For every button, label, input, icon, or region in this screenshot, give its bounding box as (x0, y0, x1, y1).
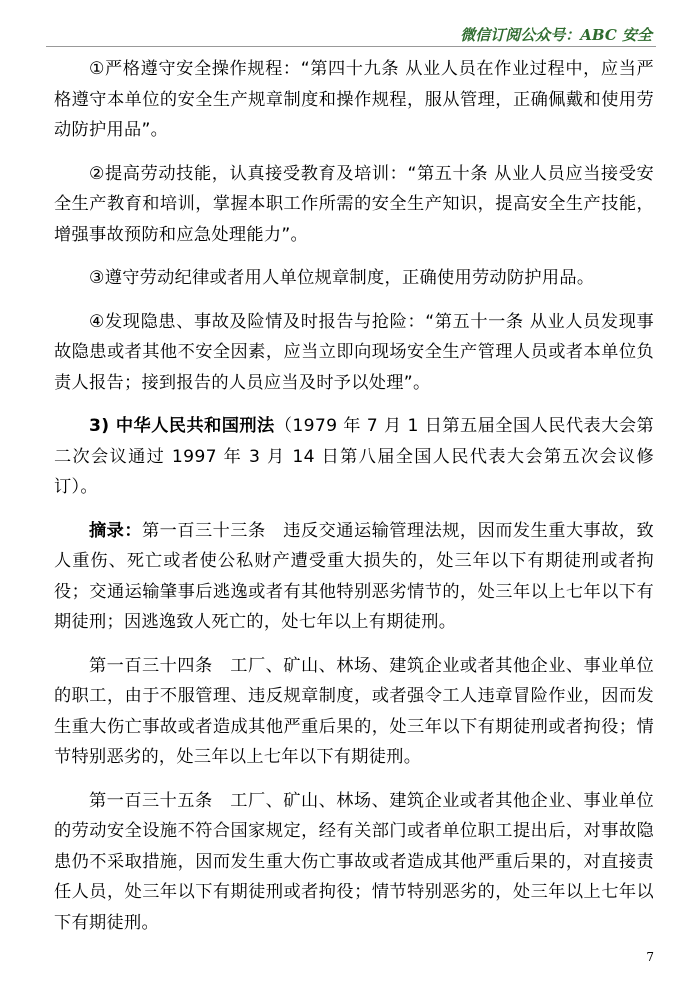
paragraph-criminal-law-heading (54, 411, 654, 503)
article-133-text: 第一百三十三条 违反交通运输管理法规，因而发生重大事故，致人重伤、死亡或者使公私财产遭受重大损失的，处三年以下有期徒刑或者拘役；交通运输肇事后逃逸或者有其他特别恶劣情节的，处三年以上七年以下有期徒刑；因逃逸致人死亡的，处七年以上有期徒刑。 (54, 520, 655, 632)
paragraph-hazard-reporting: ④发现隐患、事故及险情及时报告与抢险：“第五十一条 从业人员发现事故隐患或者其他不安全因素，应当立即向现场安全生产管理人员或者本单位负责人报告；接到报告的人员应当及时予以处理”。 (54, 311, 654, 393)
document-body (54, 54, 654, 951)
paragraph-article-134: 第一百三十四条 工厂、矿山、林场、建筑企业或者其他企业、事业单位的职工，由于不服管理、违反规章制度，或者强令工人违章冒险作业，因而发生重大伤亡事故或者造成其他严重后果的，处三年以下有期徒刑或者拘役；情节特别恶劣的，处三年以上七年以下有期徒刑。 (54, 655, 654, 767)
paragraph-safety-rules: ①严格遵守安全操作规程：“第四十九条 从业人员在作业过程中，应当严格遵守本单位的安全生产规章制度和操作规程，服从管理，正确佩戴和使用劳动防护用品”。 (54, 59, 654, 140)
paragraph-article-135: 第一百三十五条 工厂、矿山、林场、建筑企业或者其他企业、事业单位的劳动安全设施不符合国家规定，经有关部门或者单位职工提出后，对事故隐患仍不采取措施，因而发生重大伤亡事故或者造成其他严重后果的，对直接责任人员，处三年以下有期徒刑或者拘役；情节特别恶劣的，处三年以上七年以下有期徒刑。 (54, 790, 654, 933)
excerpt-label: 摘录： (89, 520, 142, 541)
criminal-law-note: （1979 年 7 月 1 日第五届全国人民代表大会第二次会议通过 1997 年 3 月 14 日第八届全国人民代表大会第五次会议修订）。 (54, 416, 654, 497)
criminal-law-title: 3) 中华人民共和国刑法 (89, 416, 275, 436)
paragraph-labor-discipline: ③遵守劳动纪律或者用人单位规章制度，正确使用劳动防护用品。 (89, 268, 595, 288)
header-divider (46, 46, 656, 47)
paragraph-skills-training: ②提高劳动技能，认真接受教育及培训：“第五十条 从业人员应当接受安全生产教育和培训，掌握本职工作所需的安全生产知识，提高安全生产技能，增强事故预防和应急处理能力”。 (54, 163, 654, 245)
page-header-title: 微信订阅公众号：ABC 安全 (460, 26, 652, 44)
page-number: 7 (646, 950, 654, 964)
paragraph-article-133 (54, 516, 654, 638)
